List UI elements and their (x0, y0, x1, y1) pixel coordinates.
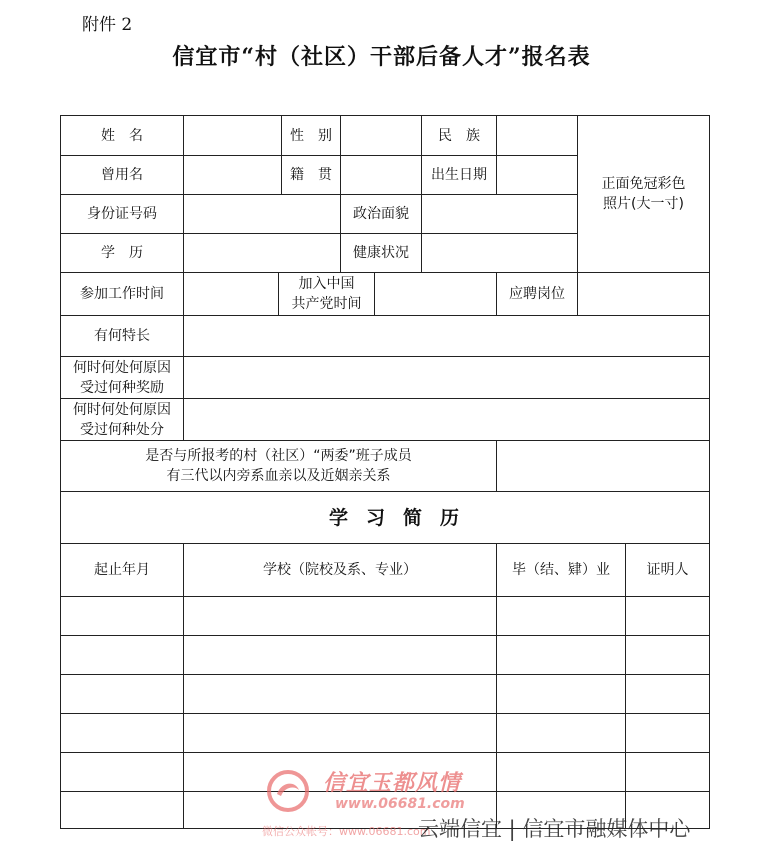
name-label: 姓 名 (101, 127, 143, 144)
resume-section-title: 学习简历 (328, 506, 477, 529)
punishments-label: 何时何处何原因 受过何种处分 (73, 401, 171, 438)
birth-date-label: 出生日期 (431, 167, 487, 183)
photo-placeholder: 正面免冠彩色 照片(大一寸) (601, 176, 686, 212)
col-witness-header: 证明人 (646, 562, 689, 578)
native-place-label: 籍 贯 (290, 167, 332, 183)
political-status-label: 政治面貌 (353, 206, 409, 222)
col-status-header: 毕（结、肄）业 (512, 562, 610, 578)
form-title: 信宜市“村（社区）干部后备人才”报名表 (172, 44, 591, 70)
education-label: 学 历 (101, 245, 143, 261)
watermark-account: 微信公众帐号：www.06681.com (262, 825, 431, 838)
watermark-url: www.06681.com (335, 796, 465, 812)
ethnicity-label: 民 族 (438, 127, 480, 144)
specialty-label: 有何特长 (94, 328, 150, 344)
watermark-source: 云端信宜 | 信宜市融媒体中心 (418, 817, 691, 841)
party-join-label: 加入中国 共产党时间 (291, 276, 362, 312)
former-name-label: 曾用名 (101, 167, 143, 183)
relatives-question: 是否与所报考的村（社区）“两委”班子成员 有三代以内旁系血亲以及近姻亲关系 (145, 448, 412, 484)
health-label: 健康状况 (353, 245, 409, 261)
brand-logo-icon (265, 768, 311, 814)
watermark-brand: 信宜玉都风情 (323, 770, 462, 796)
position-label: 应聘岗位 (509, 286, 565, 302)
rewards-label: 何时何处何原因 受过何种奖励 (73, 359, 171, 396)
col-period-header: 起止年月 (94, 562, 150, 578)
gender-label: 性 别 (290, 127, 332, 144)
attachment-label: 附件 2 (82, 15, 133, 35)
work-start-label: 参加工作时间 (80, 286, 164, 302)
id-number-label: 身份证号码 (87, 206, 157, 222)
col-school-header: 学校（院校及系、专业） (263, 562, 417, 578)
